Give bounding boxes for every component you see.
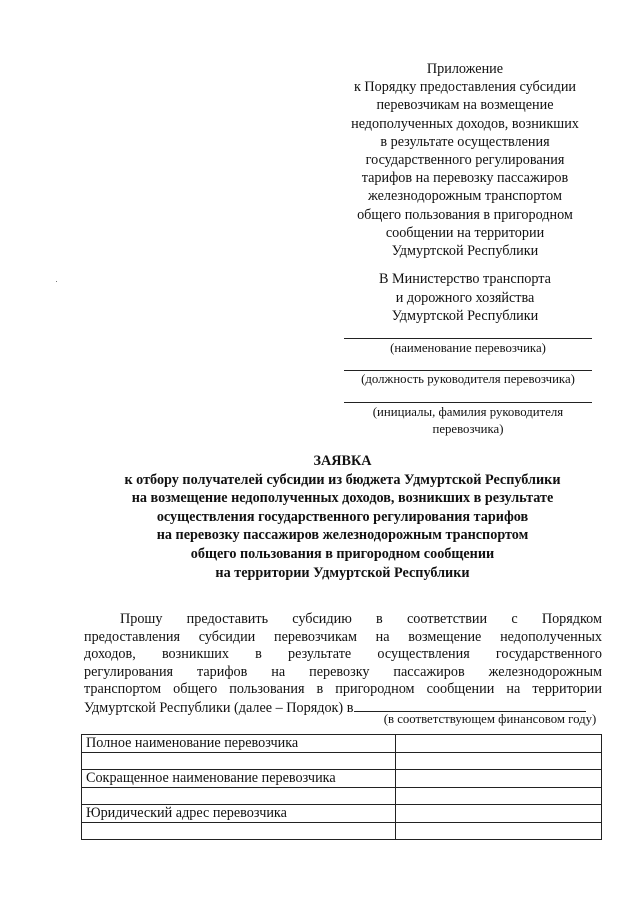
head-name-blank[interactable] <box>344 402 592 403</box>
table-label-cell <box>82 787 396 805</box>
table-row <box>82 735 602 753</box>
addressee-block <box>330 270 600 326</box>
table-label-cell <box>82 822 396 840</box>
title-line: на возмещение недополученных доходов, возникших в результате <box>131 490 554 507</box>
addressee-line: и дорожного хозяйства <box>395 289 535 306</box>
appendix-header <box>330 60 600 260</box>
caption-text: (инициалы, фамилия руководителя <box>372 405 564 419</box>
title-line: на территории Удмуртской Республики <box>215 564 470 581</box>
head-name-caption <box>344 404 592 437</box>
table-value-cell[interactable] <box>396 735 602 753</box>
appendix-line: недополученных доходов, возникших <box>351 115 579 132</box>
year-blank[interactable] <box>354 699 586 712</box>
table-value-cell[interactable] <box>396 752 602 770</box>
application-title <box>70 452 615 582</box>
addressee-line: В Министерство транспорта <box>379 271 551 287</box>
appendix-line: Удмуртской Республики <box>391 243 539 260</box>
table-row <box>82 822 602 840</box>
caption-text: перевозчика) <box>432 421 504 436</box>
year-note: (в соответствующем финансовом году) <box>383 712 597 726</box>
table-value-cell[interactable] <box>396 770 602 788</box>
appendix-line: тарифов на перевозку пассажиров <box>361 170 569 187</box>
request-paragraph <box>84 611 602 717</box>
appendix-line: государственного регулирования <box>365 152 565 169</box>
table-row <box>82 770 602 788</box>
carrier-info-table <box>81 734 602 840</box>
table-row <box>82 805 602 823</box>
appendix-line: перевозчикам на возмещение <box>376 97 554 114</box>
title-line: общего пользования в пригородном сообщении <box>190 545 495 562</box>
title-line: на перевозку пассажиров железнодорожным транспортом <box>156 527 529 544</box>
paragraph-last-text: Удмуртской Республики (далее – Порядок) в <box>84 699 354 716</box>
scan-speck <box>56 281 57 282</box>
paragraph-line: транспортом общего пользования в пригородном сообщении на территории <box>84 681 602 697</box>
table-value-cell[interactable] <box>396 787 602 805</box>
caption-text: (наименование перевозчика) <box>390 341 546 355</box>
table-value-cell[interactable] <box>396 822 602 840</box>
appendix-line: к Порядку предоставления субсидии <box>353 79 577 96</box>
addressee-line: Удмуртской Республики <box>391 308 539 324</box>
paragraph-line: регулирования тарифов на перевозку пассажиров железнодорожным <box>84 663 602 680</box>
paragraph-line: предоставления субсидии перевозчикам на возмещение недополученных <box>84 628 602 645</box>
table-row <box>82 787 602 805</box>
table-value-cell[interactable] <box>396 805 602 823</box>
appendix-line: общего пользования в пригородном <box>357 206 573 223</box>
table-label-cell <box>82 752 396 770</box>
head-position-caption <box>344 371 592 388</box>
table-label-cell: Юридический адрес перевозчика <box>82 805 396 823</box>
appendix-line: железнодорожным транспортом <box>367 188 562 205</box>
table-label-cell: Сокращенное наименование перевозчика <box>82 770 396 788</box>
table-row <box>82 752 602 770</box>
appendix-line: в результате осуществления <box>380 133 550 150</box>
paragraph-line: доходов, возникших в результате осуществления государственного <box>84 646 602 662</box>
title-line: к отбору получателей субсидии из бюджета Удмуртской Республики <box>124 471 561 488</box>
carrier-name-blank[interactable] <box>344 338 592 339</box>
paragraph-line: Прошу предоставить субсидию в соответствии с Порядком <box>120 611 602 627</box>
caption-text: (должность руководителя перевозчика) <box>361 372 575 386</box>
carrier-name-caption <box>344 340 592 357</box>
appendix-line: Приложение <box>426 61 504 77</box>
appendix-line: сообщении на территории <box>385 224 545 241</box>
title-line: осуществления государственного регулирования тарифов <box>156 508 529 525</box>
table-label-cell: Полное наименование перевозчика <box>82 735 396 753</box>
title-heading: ЗАЯВКА <box>313 453 372 469</box>
